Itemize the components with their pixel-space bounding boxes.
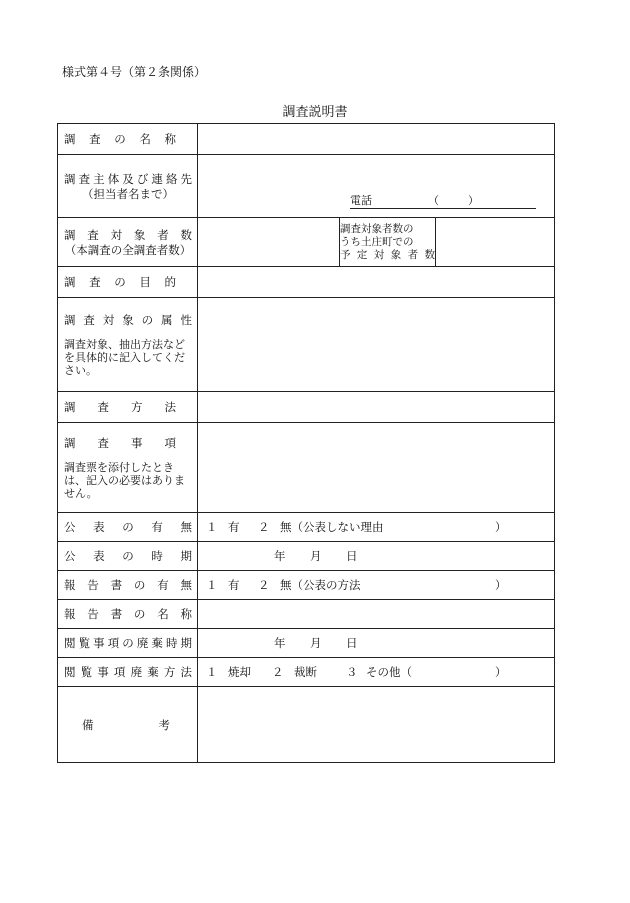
label-disposal-time: 閲 覧 事 項 の 廃 棄 時 期 <box>58 629 198 658</box>
form-number: 様式第４号（第２条関係） <box>62 65 207 79</box>
label-survey-name: 調 査 の 名 称 <box>58 124 198 155</box>
label-publish-time: 公 表 の 時 期 <box>58 542 198 571</box>
input-attributes[interactable] <box>198 298 555 392</box>
label-disposal-method: 閲 覧 事 項 廃 棄 方 法 <box>58 658 198 687</box>
label-survey-entity: 調 査 主 体 及 び 連 絡 先 （担当者名まで） <box>58 155 198 218</box>
input-survey-entity[interactable] <box>198 155 555 218</box>
input-survey-items[interactable] <box>198 423 555 513</box>
document-title: 調査説明書 <box>282 105 348 120</box>
row-method <box>58 392 555 423</box>
input-disposal-method[interactable]: １ 焼却 ２ 裁断 ３ その他（ ） <box>198 658 555 687</box>
phone-open-paren: （ <box>428 194 439 207</box>
label-district-count: 調査対象者数の うち土庄町での 予 定 対 象 者 数 <box>340 218 436 267</box>
row-survey-name <box>58 124 555 155</box>
label-attributes: 調 査 対 象 の 属 性 調査対象、抽出方法などを具体的に記入してください。 <box>58 298 198 392</box>
input-report-yn[interactable]: １ 有 ２ 無（公表の方法 ） <box>198 571 555 600</box>
input-remarks[interactable] <box>198 687 555 763</box>
row-disposal-method <box>58 658 555 687</box>
phone-label: 電話 <box>350 194 372 207</box>
label-subject-count: 調 査 対 象 者 数 （本調査の全調査者数） <box>58 218 198 267</box>
input-method[interactable] <box>198 392 555 423</box>
input-report-name[interactable] <box>198 600 555 629</box>
label-subject-count-sub: （本調査の全調査者数） <box>64 243 192 257</box>
label-method: 調 査 方 法 <box>58 392 198 423</box>
label-purpose: 調 査 の 目 的 <box>58 267 198 298</box>
label-report-name: 報 告 書 の 名 称 <box>58 600 198 629</box>
label-report-yn: 報 告 書 の 有 無 <box>58 571 198 600</box>
input-survey-name[interactable] <box>198 124 555 155</box>
phone-close-paren: ） <box>468 194 479 207</box>
row-publish-time <box>58 542 555 571</box>
row-report-yn <box>58 571 555 600</box>
input-disposal-time[interactable]: 年 月 日 <box>198 629 555 658</box>
row-purpose <box>58 267 555 298</box>
input-subject-count[interactable] <box>198 218 340 267</box>
attributes-note: 調査対象、抽出方法などを具体的に記入してください。 <box>64 338 185 377</box>
row-subject-count <box>58 218 555 267</box>
row-attributes <box>58 298 555 392</box>
row-survey-items <box>58 423 555 513</box>
input-publish-yn[interactable]: １ 有 ２ 無（公表しない理由 ） <box>198 513 555 542</box>
row-publish-yn <box>58 513 555 542</box>
row-report-name <box>58 600 555 629</box>
input-district-count[interactable] <box>436 218 555 267</box>
label-publish-yn: 公 表 の 有 無 <box>58 513 198 542</box>
row-survey-entity <box>58 155 555 218</box>
row-remarks <box>58 687 555 763</box>
label-survey-items: 調 査 事 項 調査票を添付したときは、記入の必要はありません。 <box>58 423 198 513</box>
label-survey-entity-sub: （担当者名まで） <box>82 187 174 201</box>
label-remarks: 備 考 <box>58 687 198 763</box>
row-disposal-time <box>58 629 555 658</box>
survey-items-note: 調査票を添付したときは、記入の必要はありません。 <box>64 461 185 500</box>
survey-form-table <box>57 123 555 763</box>
input-publish-time[interactable]: 年 月 日 <box>198 542 555 571</box>
input-purpose[interactable] <box>198 267 555 298</box>
phone-field[interactable] <box>350 194 536 209</box>
